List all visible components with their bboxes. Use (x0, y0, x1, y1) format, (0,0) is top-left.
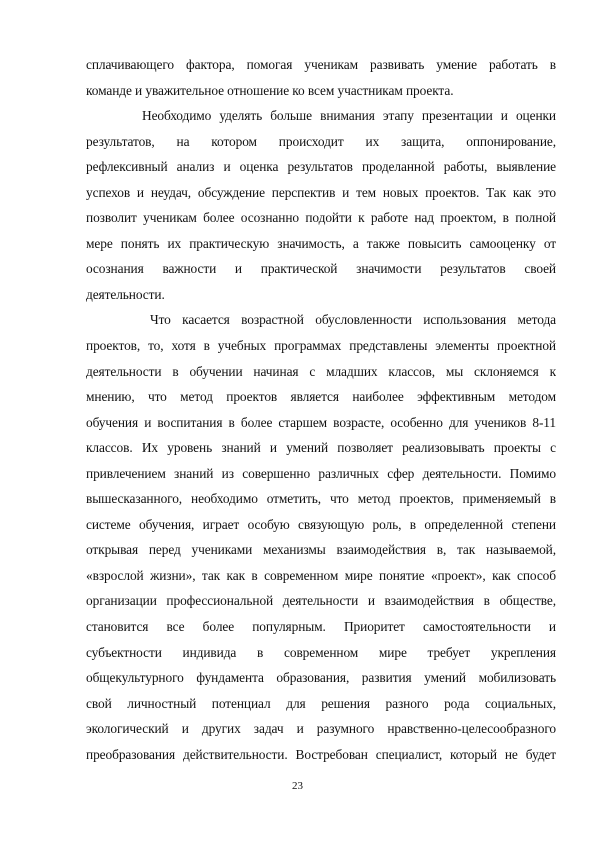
text-line: свой личностный потенциал для решения разного рода социальных, (86, 695, 556, 711)
text-line: преобразования действительности. Востребован специалист, который не будет (86, 746, 556, 762)
text-line: классов. Их уровень знаний и умений позволяет реализовывать проекты с (86, 440, 556, 456)
text-line: рефлексивный анализ и оценка результатов проделанной работы, выявление (86, 159, 556, 175)
text-line: осознания важности и практической значимости результатов своей (86, 261, 556, 277)
text-line: Что касается возрастной обусловленности использования метода (150, 312, 556, 328)
text-line: «взрослой жизни», так как в современном мире понятие «проект», как способ (86, 567, 556, 583)
text-line: успехов и неудач, обсуждение перспектив и тем новых проектов. Так как это (86, 184, 556, 200)
text-line: мнению, что метод проектов является наиболее эффективным методом (86, 389, 556, 405)
text-line: вышесказанного, необходимо отметить, что метод проектов, применяемый в (86, 491, 556, 507)
text-line: открывая перед учениками механизмы взаимодействия в, так называемой, (86, 542, 556, 558)
body-text (86, 52, 556, 767)
text-line: сплачивающего фактора, помогая ученикам развивать умение работать в (86, 57, 556, 72)
text-line: обучения и воспитания в более старшем возрасте, особенно для учеников 8-11 (86, 414, 556, 430)
text-line: деятельности в обучении начиная с младших классов, мы склоняемся к (86, 363, 556, 379)
text-line: системе обучения, играет особую связующую роль, в определенной степени (86, 516, 556, 532)
text-line: результатов, на котором происходит их защита, оппонирование, (86, 133, 556, 149)
text-line: позволит ученикам более осознанно подойти к работе над проектом, в полной (86, 210, 556, 226)
text-line: проектов, то, хотя в учебных программах представлены элементы проектной (86, 338, 556, 354)
text-line: субъектности индивида в современном мире требует укрепления (86, 644, 556, 660)
text-line: общекультурного фундамента образования, развития умений мобилизовать (86, 670, 556, 686)
text-line: привлечением знаний из совершенно различных сфер деятельности. Помимо (86, 465, 556, 481)
text-line: экологический и других задач и разумного нравственно-целесообразного (86, 721, 556, 737)
page-number: 23 (292, 780, 303, 792)
text-line: деятельности. (86, 286, 165, 302)
text-line: мере понять их практическую значимость, а также повысить самооценку от (86, 235, 556, 251)
text-line: становится все более популярным. Приоритет самостоятельности и (86, 619, 556, 635)
text-line: организации профессиональной деятельности и взаимодействия в обществе, (86, 593, 556, 609)
text-line: Необходимо уделять больше внимания этапу презентации и оценки (142, 108, 556, 124)
text-line: команде и уважительное отношение ко всем участникам проекта. (86, 82, 454, 98)
